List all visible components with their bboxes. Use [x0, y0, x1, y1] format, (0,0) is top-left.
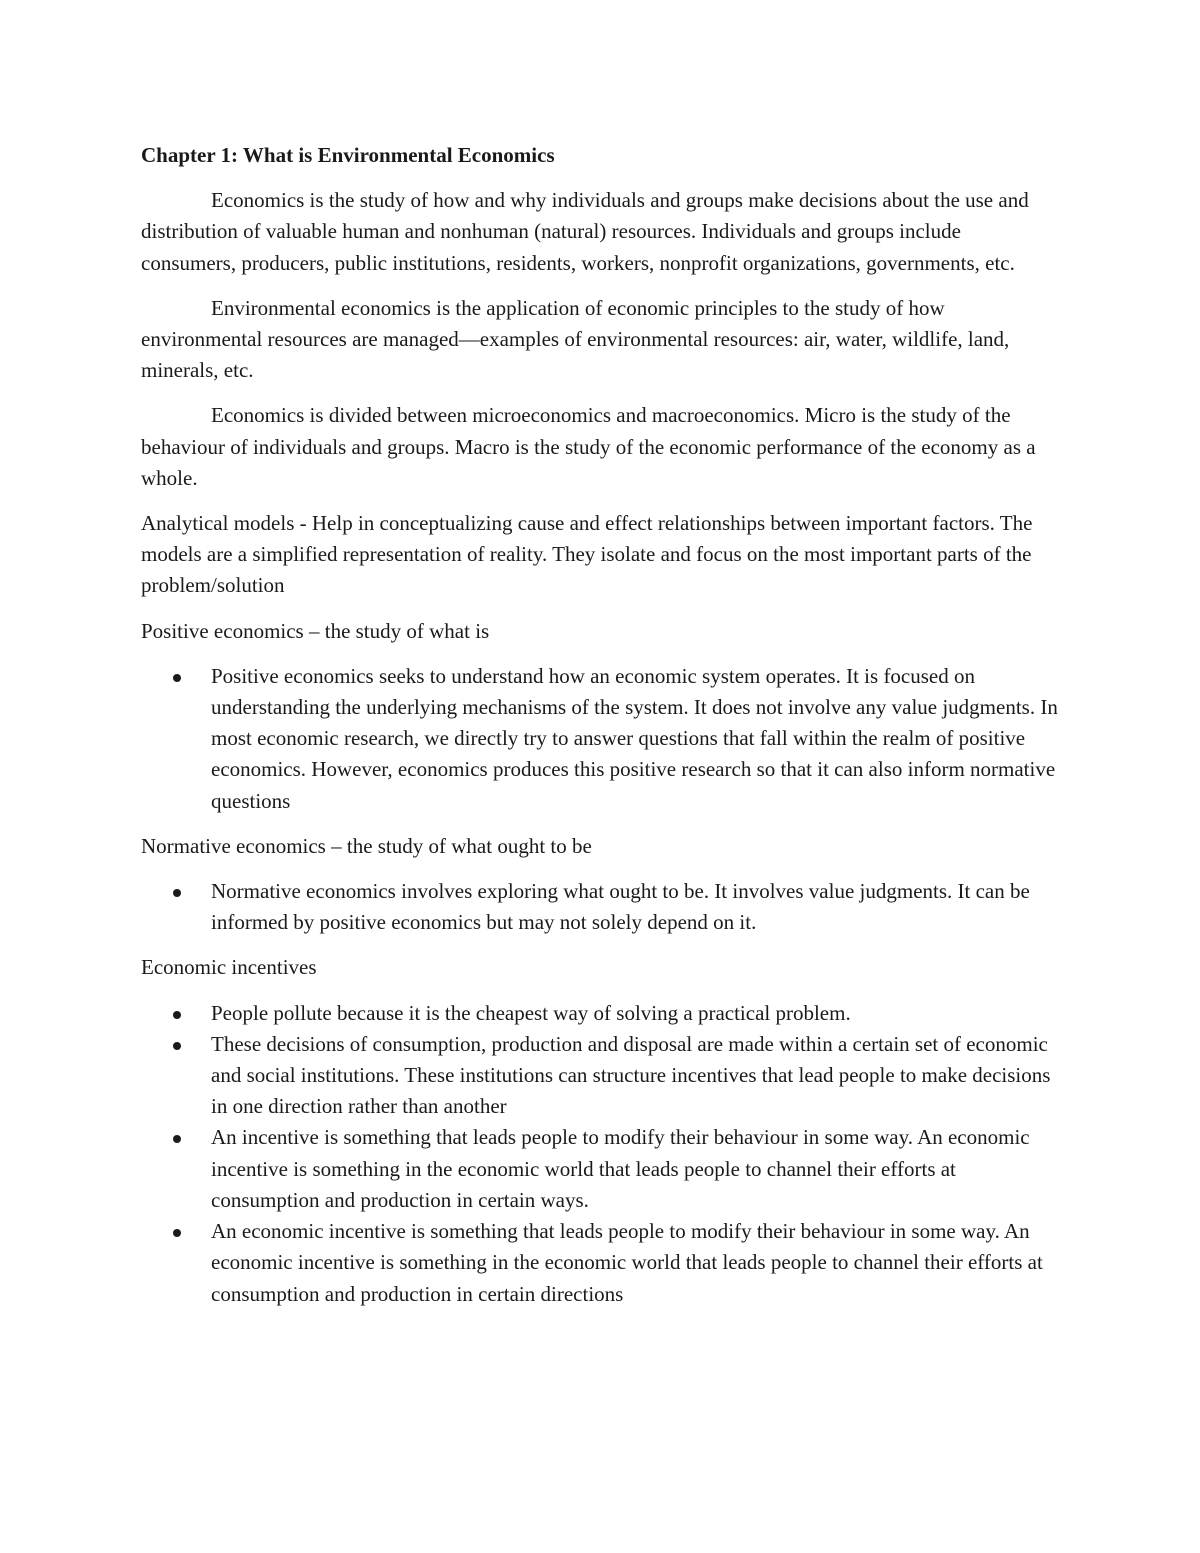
bullet-icon	[173, 1011, 181, 1019]
paragraph-analytical-models: Analytical models - Help in conceptualizing cause and effect relationships between important factors. The models are a simplified representation of reality. They isolate and focus on the most important parts of the problem/solution	[141, 511, 1033, 598]
list-item-text: Positive economics seeks to understand how an economic system operates. It is focused on understanding the underlying mechanisms of the system. It does not involve any value judgments. In most economic research, we directly try to answer questions that fall within the realm of positive economics. However, economics produces this positive research so that it can also inform normative questions	[211, 663, 1058, 813]
paragraph-micro-macro: Economics is divided between microeconomics and macroeconomics. Micro is the study of the behaviour of individuals and groups. Macro is the study of the economic performance of the economy as a whole.	[141, 403, 1036, 490]
bullet-icon	[173, 889, 181, 897]
list-item	[141, 998, 1061, 1029]
paragraph-environmental-economics: Environmental economics is the application of economic principles to the study of how environmental resources are managed—examples of environmental resources: air, water, wildlife, land, minerals, etc.	[141, 295, 1010, 383]
chapter-title: Chapter 1: What is Environmental Economics	[141, 143, 555, 167]
list-item	[141, 876, 1061, 938]
list-item	[141, 1122, 1061, 1216]
list-economic-incentives	[141, 998, 1061, 1310]
bullet-icon	[173, 674, 181, 682]
list-item-text: Normative economics involves exploring what ought to be. It involves value judgments. It can be informed by positive economics but may not solely depend on it.	[211, 879, 1030, 935]
paragraph-economics-definition: Economics is the study of how and why individuals and groups make decisions about the use and distribution of valuable human and nonhuman (natural) resources. Individuals and groups include consumers, producers, public institutions, residents, workers, nonprofit organizations, governments, etc.	[141, 188, 1029, 275]
list-item	[141, 1216, 1061, 1310]
list-normative-economics	[141, 876, 1061, 938]
bullet-icon	[173, 1042, 181, 1050]
list-item-text: An economic incentive is something that leads people to modify their behaviour in some way. An economic incentive is something in the economic world that leads people to channel their efforts at consumption and production in certain directions	[211, 1219, 1043, 1306]
list-item	[141, 661, 1061, 817]
list-item-text: An incentive is something that leads people to modify their behaviour in some way. An economic incentive is something in the economic world that leads people to channel their efforts at consumption and production in certain ways.	[211, 1125, 1030, 1212]
heading-normative-economics: Normative economics – the study of what ought to be	[141, 833, 592, 858]
heading-economic-incentives: Economic incentives	[141, 955, 317, 980]
heading-positive-economics: Positive economics – the study of what is	[141, 618, 490, 643]
list-item-text: People pollute because it is the cheapest way of solving a practical problem.	[211, 1000, 851, 1025]
list-item	[141, 1029, 1061, 1123]
bullet-icon	[173, 1229, 181, 1237]
list-item-text: These decisions of consumption, production and disposal are made within a certain set of economic and social institutions. These institutions can structure incentives that lead people to make decisions in one direction rather than another	[211, 1031, 1051, 1119]
document-page	[141, 140, 1061, 1324]
list-positive-economics	[141, 661, 1061, 817]
bullet-icon	[173, 1135, 181, 1143]
